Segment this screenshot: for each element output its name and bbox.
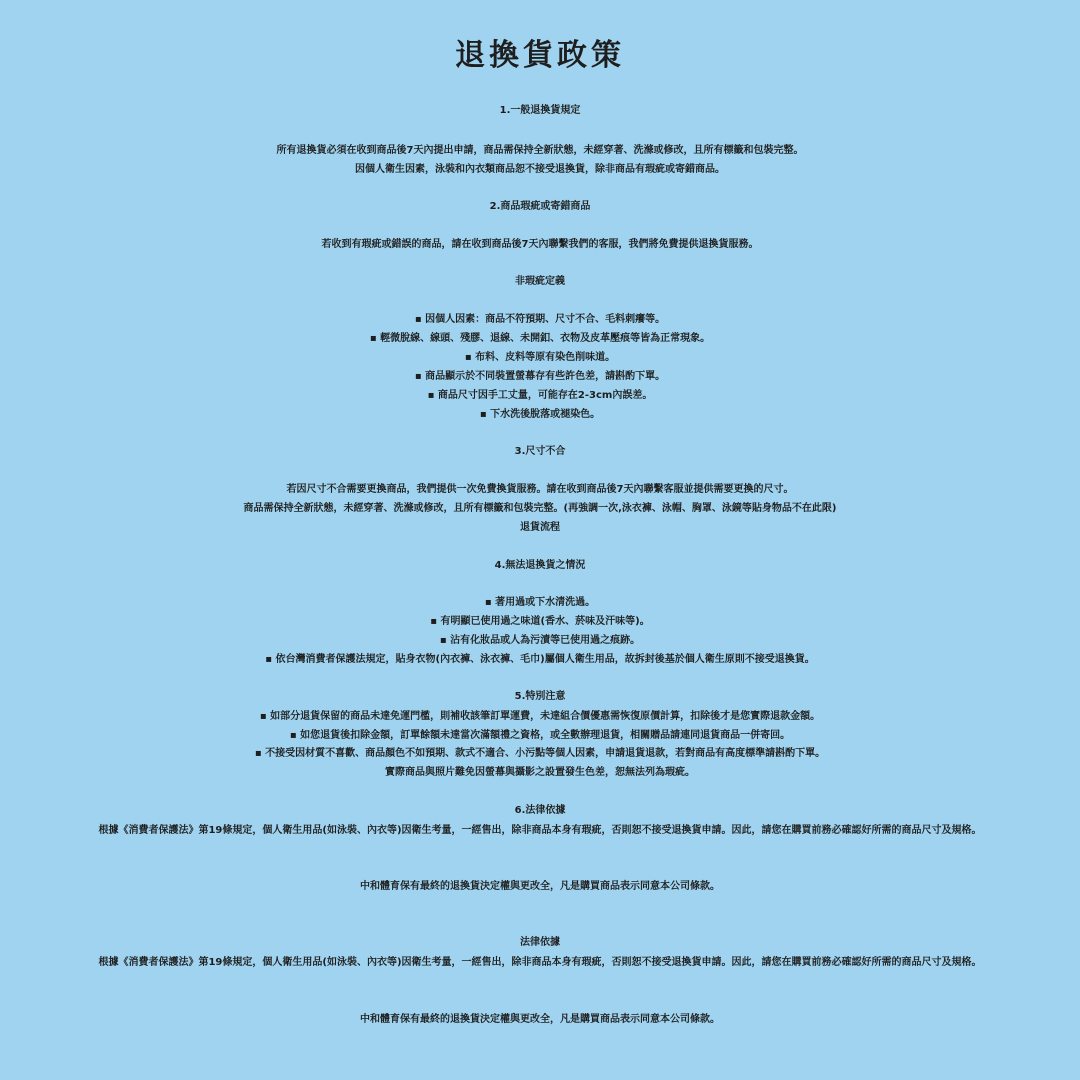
- list-item: ▪ 如您退貨後扣除金額，訂單餘額未達當次滿額禮之資格，或全數辦理退貨，相關贈品請連同退貨商品一併寄回。: [289, 730, 791, 741]
- list-item: ▪ 沾有化妝品或人為污漬等已使用過之痕跡。: [439, 635, 641, 646]
- section-heading: 1.一般退換貨規定: [499, 105, 581, 116]
- paragraph-line: 所有退換貨必須在收到商品後7天內提出申請，商品需保持全新狀態，未經穿著、洗滌或修改，且所有標籤和包裝完整。: [276, 145, 804, 156]
- list-item: ▪ 因個人因素：商品不符預期、尺寸不合、毛料刺癢等。: [414, 314, 666, 325]
- list-item: ▪ 商品尺寸因手工丈量，可能存在2-3cm內誤差。: [427, 390, 653, 401]
- section-heading: 非瑕疵定義: [515, 276, 565, 287]
- list-item: ▪ 商品顯示於不同裝置螢幕存有些許色差，請斟酌下單。: [414, 371, 666, 382]
- paragraph-line: 中和體育保有最終的退換貨決定權與更改全，凡是購買商品表示同意本公司條款。: [360, 1014, 720, 1025]
- page-title: 退換貨政策: [455, 38, 625, 73]
- paragraph-line: 實際商品與照片難免因螢幕與攝影之設置發生色差，恕無法列為瑕疵。: [385, 767, 695, 778]
- paragraph: 根據《消費者保護法》第19條規定，個人衛生用品(如泳裝、內衣等)因衛生考量，一經售出，除非商品本身有瑕疵，否則恕不接受退換貨申請。因此，請您在購買前務必確認好所需的商品尺寸及規格。: [98, 825, 982, 836]
- list-item: ▪ 布料、皮料等原有染色削味道。: [464, 352, 616, 363]
- paragraph-line: 因個人衛生因素，泳裝和內衣類商品恕不接受退換貨，除非商品有瑕疵或寄錯商品。: [355, 164, 725, 175]
- section-heading: 6.法律依據: [514, 805, 566, 816]
- paragraph-line: 退貨流程: [520, 522, 560, 533]
- paragraph: 根據《消費者保護法》第19條規定，個人衛生用品(如泳裝、內衣等)因衛生考量，一經售出，除非商品本身有瑕疵，否則恕不接受退換貨申請。因此，請您在購買前務必確認好所需的商品尺寸及規格。: [98, 957, 982, 968]
- section-heading: 2.商品瑕疵或寄錯商品: [489, 201, 591, 212]
- paragraph-line: 商品需保持全新狀態，未經穿著、洗滌或修改，且所有標籤和包裝完整。(再強調一次,泳衣褲、泳帽、胸罩、泳鏡等貼身物品不在此限): [243, 503, 837, 514]
- list-item: ▪ 依台灣消費者保護法規定，貼身衣物(內衣褲、泳衣褲、毛巾)屬個人衛生用品，故拆封後基於個人衛生原則不接受退換貨。: [265, 654, 815, 665]
- list-item: ▪ 輕微脫線、線頭、殘膠、退線、未開釦、衣物及皮革壓痕等皆為正常現象。: [369, 333, 711, 344]
- section-heading: 5.特別注意: [514, 691, 566, 702]
- paragraph-line: 中和體育保有最終的退換貨決定權與更改全，凡是購買商品表示同意本公司條款。: [360, 881, 720, 892]
- paragraph-line: 若因尺寸不合需要更換商品，我們提供一次免費換貨服務。請在收到商品後7天內聯繫客服並提供需要更換的尺寸。: [286, 484, 794, 495]
- list-item: ▪ 下水洗後脫落或褪染色。: [479, 409, 601, 420]
- list-item: ▪ 不接受因材質不喜歡、商品顏色不如預期、款式不適合、小污點等個人因素，申請退貨退款，若對商品有高度標準請斟酌下單。: [254, 748, 826, 759]
- section-heading: 3.尺寸不合: [514, 446, 566, 457]
- list-item: ▪ 如部分退貨保留的商品未達免運門檻，則補收該筆訂單運費，未達組合價優惠需恢復原價計算，扣除後才是您實際退款金額。: [259, 711, 821, 722]
- paragraph-line: 若收到有瑕疵或錯誤的商品，請在收到商品後7天內聯繫我們的客服，我們將免費提供退換貨服務。: [321, 239, 759, 250]
- section-heading: 4.無法退換貨之情況: [494, 560, 586, 571]
- list-item: ▪ 著用過或下水清洗過。: [484, 597, 596, 608]
- section-heading: 法律依據: [520, 937, 560, 948]
- list-item: ▪ 有明顯已使用過之味道(香水、菸味及汗味等)。: [430, 616, 650, 627]
